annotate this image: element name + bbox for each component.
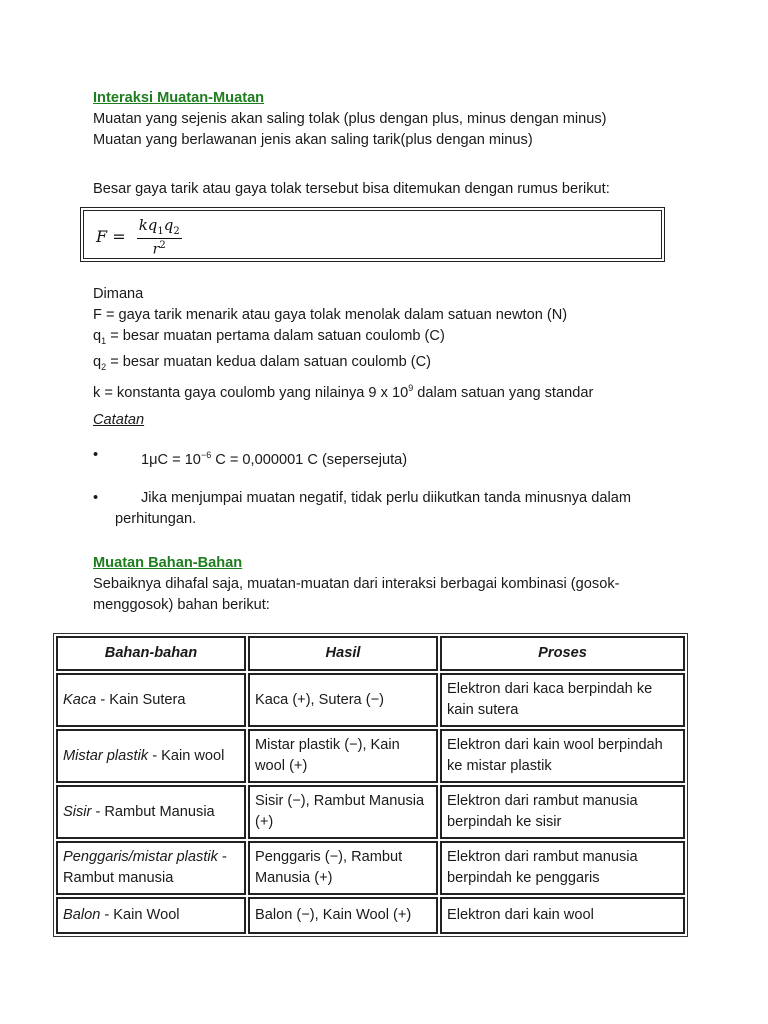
- cell-material: Sisir - Rambut Manusia: [56, 785, 246, 839]
- cell-process: Elektron dari rambut manusia berpindah ke penggaris: [440, 841, 685, 895]
- table-row: [56, 841, 685, 895]
- cell-result: Kaca (+), Sutera (−): [248, 673, 438, 727]
- list-item: • Jika menjumpai muatan negatif, tidak perlu diikutkan tanda minusnya dalam perhitungan.: [93, 489, 631, 527]
- definition-q1: $q_1$ = besar muatan pertama dalam satuan coulomb (C): [93, 328, 445, 346]
- cell-result: Mistar plastik (−), Kain wool (+): [248, 729, 438, 783]
- document-body: [93, 88, 703, 616]
- dimana-title: Dimana: [93, 286, 144, 302]
- section-heading-bahan[interactable]: Muatan Bahan-Bahan: [93, 554, 243, 571]
- cell-result: Balon (−), Kain Wool (+): [248, 897, 438, 934]
- cell-material: Balon - Kain Wool: [56, 897, 246, 934]
- formula-fraction: [137, 216, 182, 258]
- formula-intro: Besar gaya tarik atau gaya tolak tersebut bisa ditemukan dengan rumus berikut:: [93, 181, 610, 197]
- formula-denominator: $r^2$: [152, 240, 166, 258]
- paragraph-line: Sebaiknya dihafal saja, muatan-muatan dari interaksi berbagai kombinasi (gosok-: [93, 575, 620, 592]
- definition-f: F = gaya tarik menarik atau gaya tolak menolak dalam satuan newton (N): [93, 307, 568, 323]
- bullet-icon: •: [93, 489, 99, 506]
- cell-process: Elektron dari rambut manusia berpindah ke sisir: [440, 785, 685, 839]
- table-row: [56, 729, 685, 783]
- cell-process: Elektron dari kain wool: [440, 897, 685, 934]
- paragraph-line: Muatan yang berlawanan jenis akan saling tarik(plus dengan minus): [93, 132, 533, 148]
- section-heading-interaksi[interactable]: Interaksi Muatan-Muatan: [93, 90, 265, 106]
- definition-k: k = konstanta gaya coulomb yang nilainya 9 x $10^9$ dalam satuan yang standar: [93, 382, 594, 401]
- bullet-icon: •: [93, 446, 99, 463]
- cell-material: Mistar plastik - Kain wool: [56, 729, 246, 783]
- column-header-bahan: Bahan-bahan: [56, 636, 246, 671]
- materials-table: [53, 633, 688, 937]
- table-row: [56, 673, 685, 727]
- cell-process: Elektron dari kaca berpindah ke kain sutera: [440, 673, 685, 727]
- table-header-row: [56, 636, 685, 671]
- catatan-title: Catatan: [93, 411, 145, 428]
- column-header-hasil: Hasil: [248, 636, 438, 671]
- table-row: [56, 897, 685, 934]
- formula-box: [80, 207, 665, 262]
- coulomb-formula: [96, 216, 182, 258]
- paragraph-line: menggosok) bahan berikut:: [93, 596, 270, 613]
- column-header-proses: Proses: [440, 636, 685, 671]
- paragraph-line: Muatan yang sejenis akan saling tolak (plus dengan plus, minus dengan minus): [93, 111, 607, 127]
- table-row: [56, 785, 685, 839]
- cell-material: Kaca - Kain Sutera: [56, 673, 246, 727]
- definition-q2: $q_2$ = besar muatan kedua dalam satuan coulomb (C): [93, 353, 432, 372]
- cell-process: Elektron dari kain wool berpindah ke mistar plastik: [440, 729, 685, 783]
- cell-result: Penggaris (−), Rambut Manusia (+): [248, 841, 438, 895]
- formula-lhs: F =: [96, 227, 126, 247]
- cell-result: Sisir (−), Rambut Manusia (+): [248, 785, 438, 839]
- notes-list: [93, 445, 703, 530]
- formula-numerator: $kq_1q_2$: [138, 216, 180, 237]
- list-item: • $1\mu C = 10^{-6}$ C = 0,000001 C (sepersejuta): [93, 446, 408, 468]
- cell-material: Penggaris/mistar plastik - Rambut manusia: [56, 841, 246, 895]
